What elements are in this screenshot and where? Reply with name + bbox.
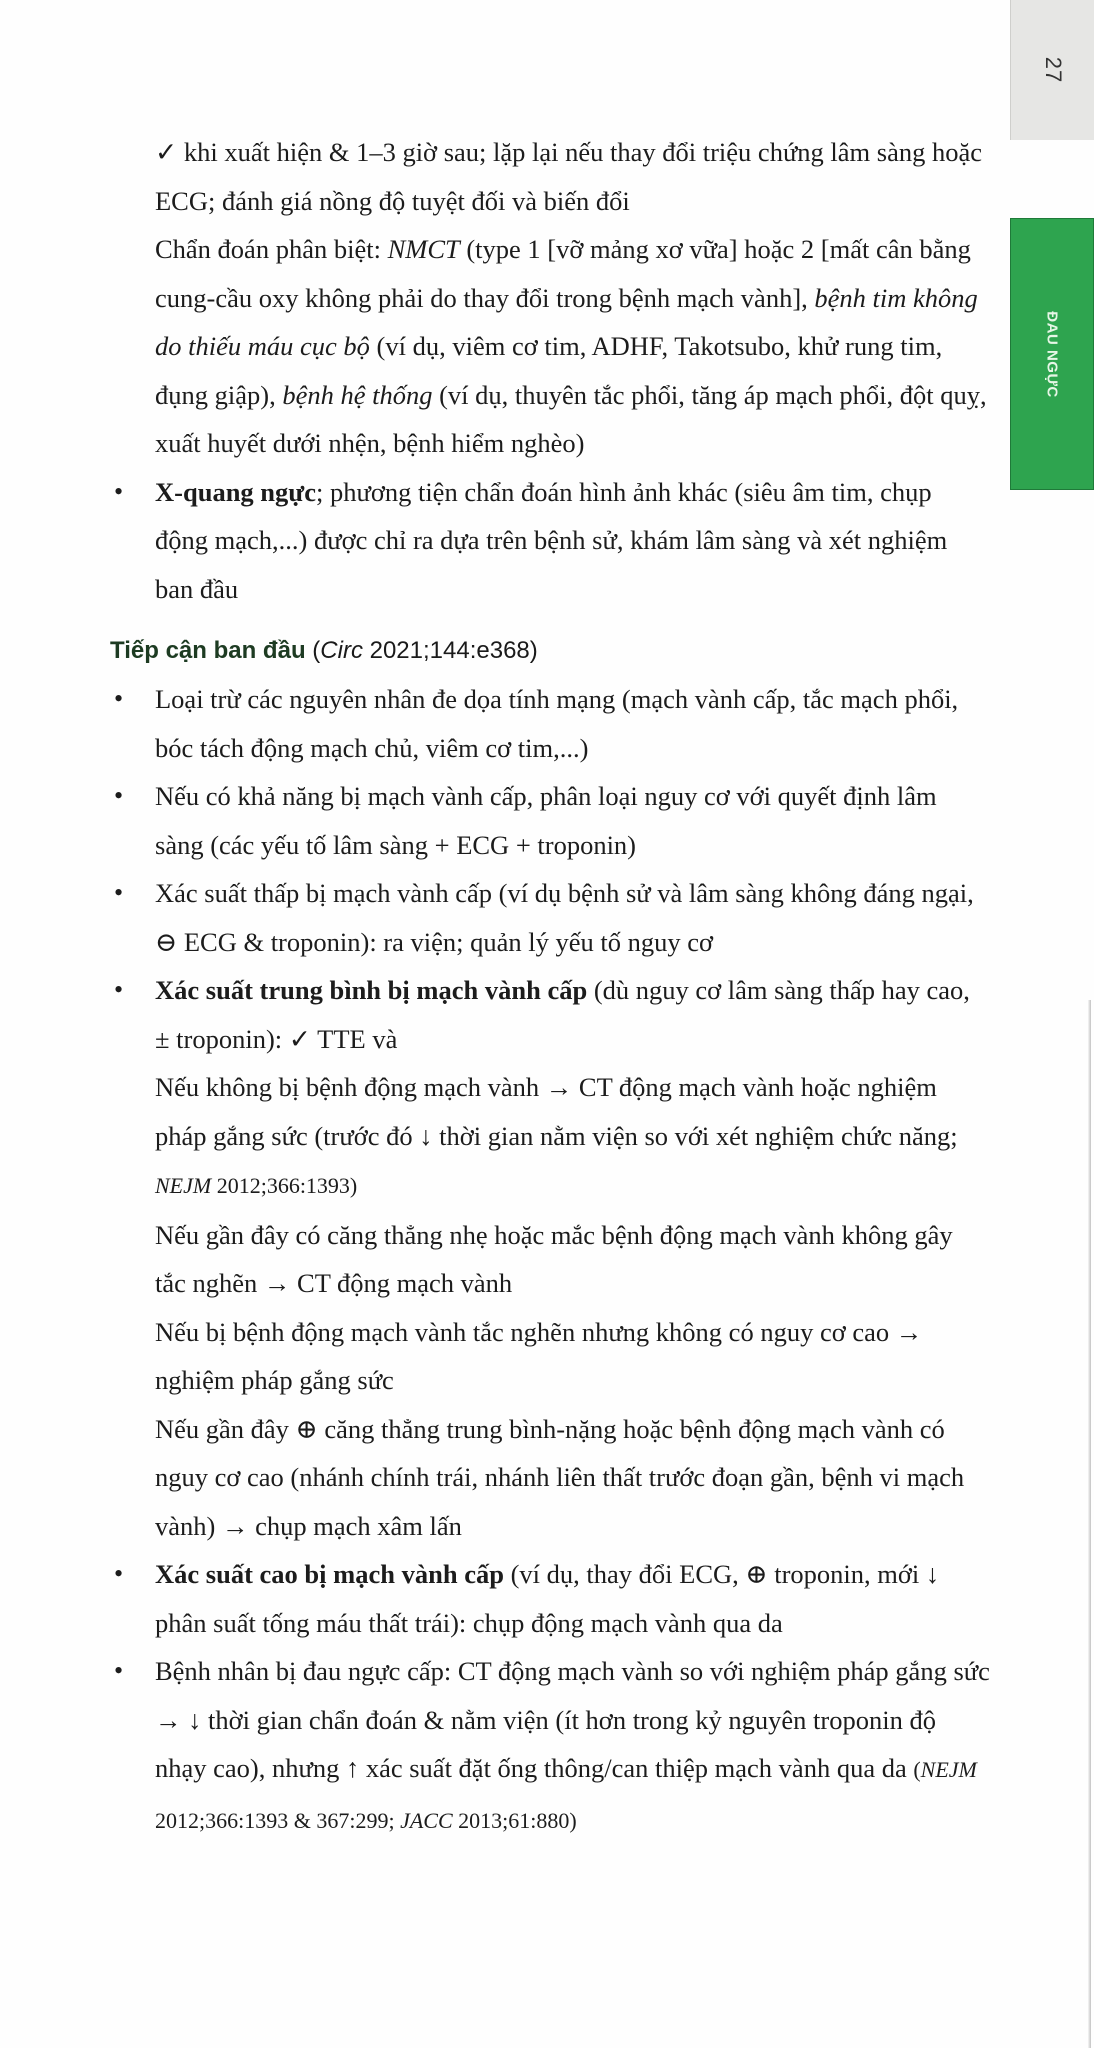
bullet-icon: • xyxy=(114,975,124,1004)
sub-item: Nếu không bị bệnh động mạch vành → CT động mạch vành hoặc nghiệm pháp gắng sức (trước đó ↓ thời gian nằm viện so với xét nghiệm chức năng; NEJM 2012;366:1393) xyxy=(155,1072,958,1198)
bullet-icon: • xyxy=(114,878,124,907)
bullet-icon: • xyxy=(114,781,124,810)
list-item: • Nếu có khả năng bị mạch vành cấp, phân loại nguy cơ với quyết định lâm sàng (các yếu tố lâm sàng + ECG + troponin) xyxy=(110,772,990,869)
sub-item: Nếu bị bệnh động mạch vành tắc nghẽn nhưng không có nguy cơ cao → nghiệm pháp gắng sức xyxy=(155,1316,923,1395)
list-item: • Loại trừ các nguyên nhân đe dọa tính mạng (mạch vành cấp, tắc mạch phổi, bóc tách động mạch chủ, viêm cơ tim,...) xyxy=(110,675,990,772)
section-tab-chest-pain xyxy=(1010,218,1094,490)
bullet-icon: • xyxy=(114,1656,124,1685)
text-column xyxy=(110,128,990,1845)
section-heading: Tiếp cận ban đầu (Circ 2021;144:e368) xyxy=(110,637,538,664)
page-edge-shadow xyxy=(1088,1000,1091,2048)
bullet-icon: • xyxy=(114,476,124,506)
list-item: • Bệnh nhân bị đau ngực cấp: CT động mạch vành so với nghiệm pháp gắng sức → ↓ thời gian chẩn đoán & nằm viện (ít hơn trong kỷ nguyên troponin độ nhạy cao), nhưng ↑ xác suất đặt ống thông/can thiệp mạch vành qua da (NEJM 2012;366:1393 & 367:299; JACC 2013;61:880) xyxy=(110,1647,990,1845)
differential-diagnosis-paragraph: Chẩn đoán phân biệt: NMCT (type 1 [vỡ mảng xơ vữa] hoặc 2 [mất cân bằng cung-cầu oxy không phải do thay đổi trong bệnh mạch vành], bệnh tim không do thiếu máu cục bộ (ví dụ, viêm cơ tim, ADHF, Takotsubo, khử rung tim, đụng giập), bệnh hệ thống (ví dụ, thuyên tắc phổi, tăng áp mạch phổi, đột quỵ, xuất huyết dưới nhện, bệnh hiểm nghèo) xyxy=(155,234,987,458)
bullet-icon: • xyxy=(114,684,124,713)
page-number-tab xyxy=(1010,0,1094,140)
check-icon: ✓ xyxy=(155,137,178,167)
sub-item: Nếu gần đây có căng thẳng nhẹ hoặc mắc bệnh động mạch vành không gây tắc nghẽn → CT động mạch vành xyxy=(155,1219,953,1298)
section-tab-label: ĐAU NGỰC xyxy=(1043,310,1061,398)
page-number: 27 xyxy=(1040,56,1066,84)
list-item: • Xác suất trung bình bị mạch vành cấp (dù nguy cơ lâm sàng thấp hay cao, ± troponin): ✓ TTE và xyxy=(110,966,990,1063)
troponin-timing-paragraph: ✓ khi xuất hiện & 1–3 giờ sau; lặp lại nếu thay đổi triệu chứng lâm sàng hoặc ECG; đánh giá nồng độ tuyệt đối và biến đổi xyxy=(155,137,983,216)
sub-item: Nếu gần đây ⊕ căng thẳng trung bình-nặng hoặc bệnh động mạch vành có nguy cơ cao (nhánh chính trái, nhánh liên thất trước đoạn gần, bệnh vi mạch vành) → chụp mạch xâm lấn xyxy=(155,1413,965,1541)
list-item: • Xác suất thấp bị mạch vành cấp (ví dụ bệnh sử và lâm sàng không đáng ngại, ⊖ ECG & troponin): ra viện; quản lý yếu tố nguy cơ xyxy=(110,869,990,966)
bullet-icon: • xyxy=(114,1559,124,1588)
list-item-xray: • X-quang ngực; phương tiện chẩn đoán hình ảnh khác (siêu âm tim, chụp động mạch,...) được chỉ ra dựa trên bệnh sử, khám lâm sàng và xét nghiệm ban đầu xyxy=(110,468,990,614)
list-item: • Xác suất cao bị mạch vành cấp (ví dụ, thay đổi ECG, ⊕ troponin, mới ↓ phân suất tống máu thất trái): chụp động mạch vành qua da xyxy=(110,1550,990,1647)
